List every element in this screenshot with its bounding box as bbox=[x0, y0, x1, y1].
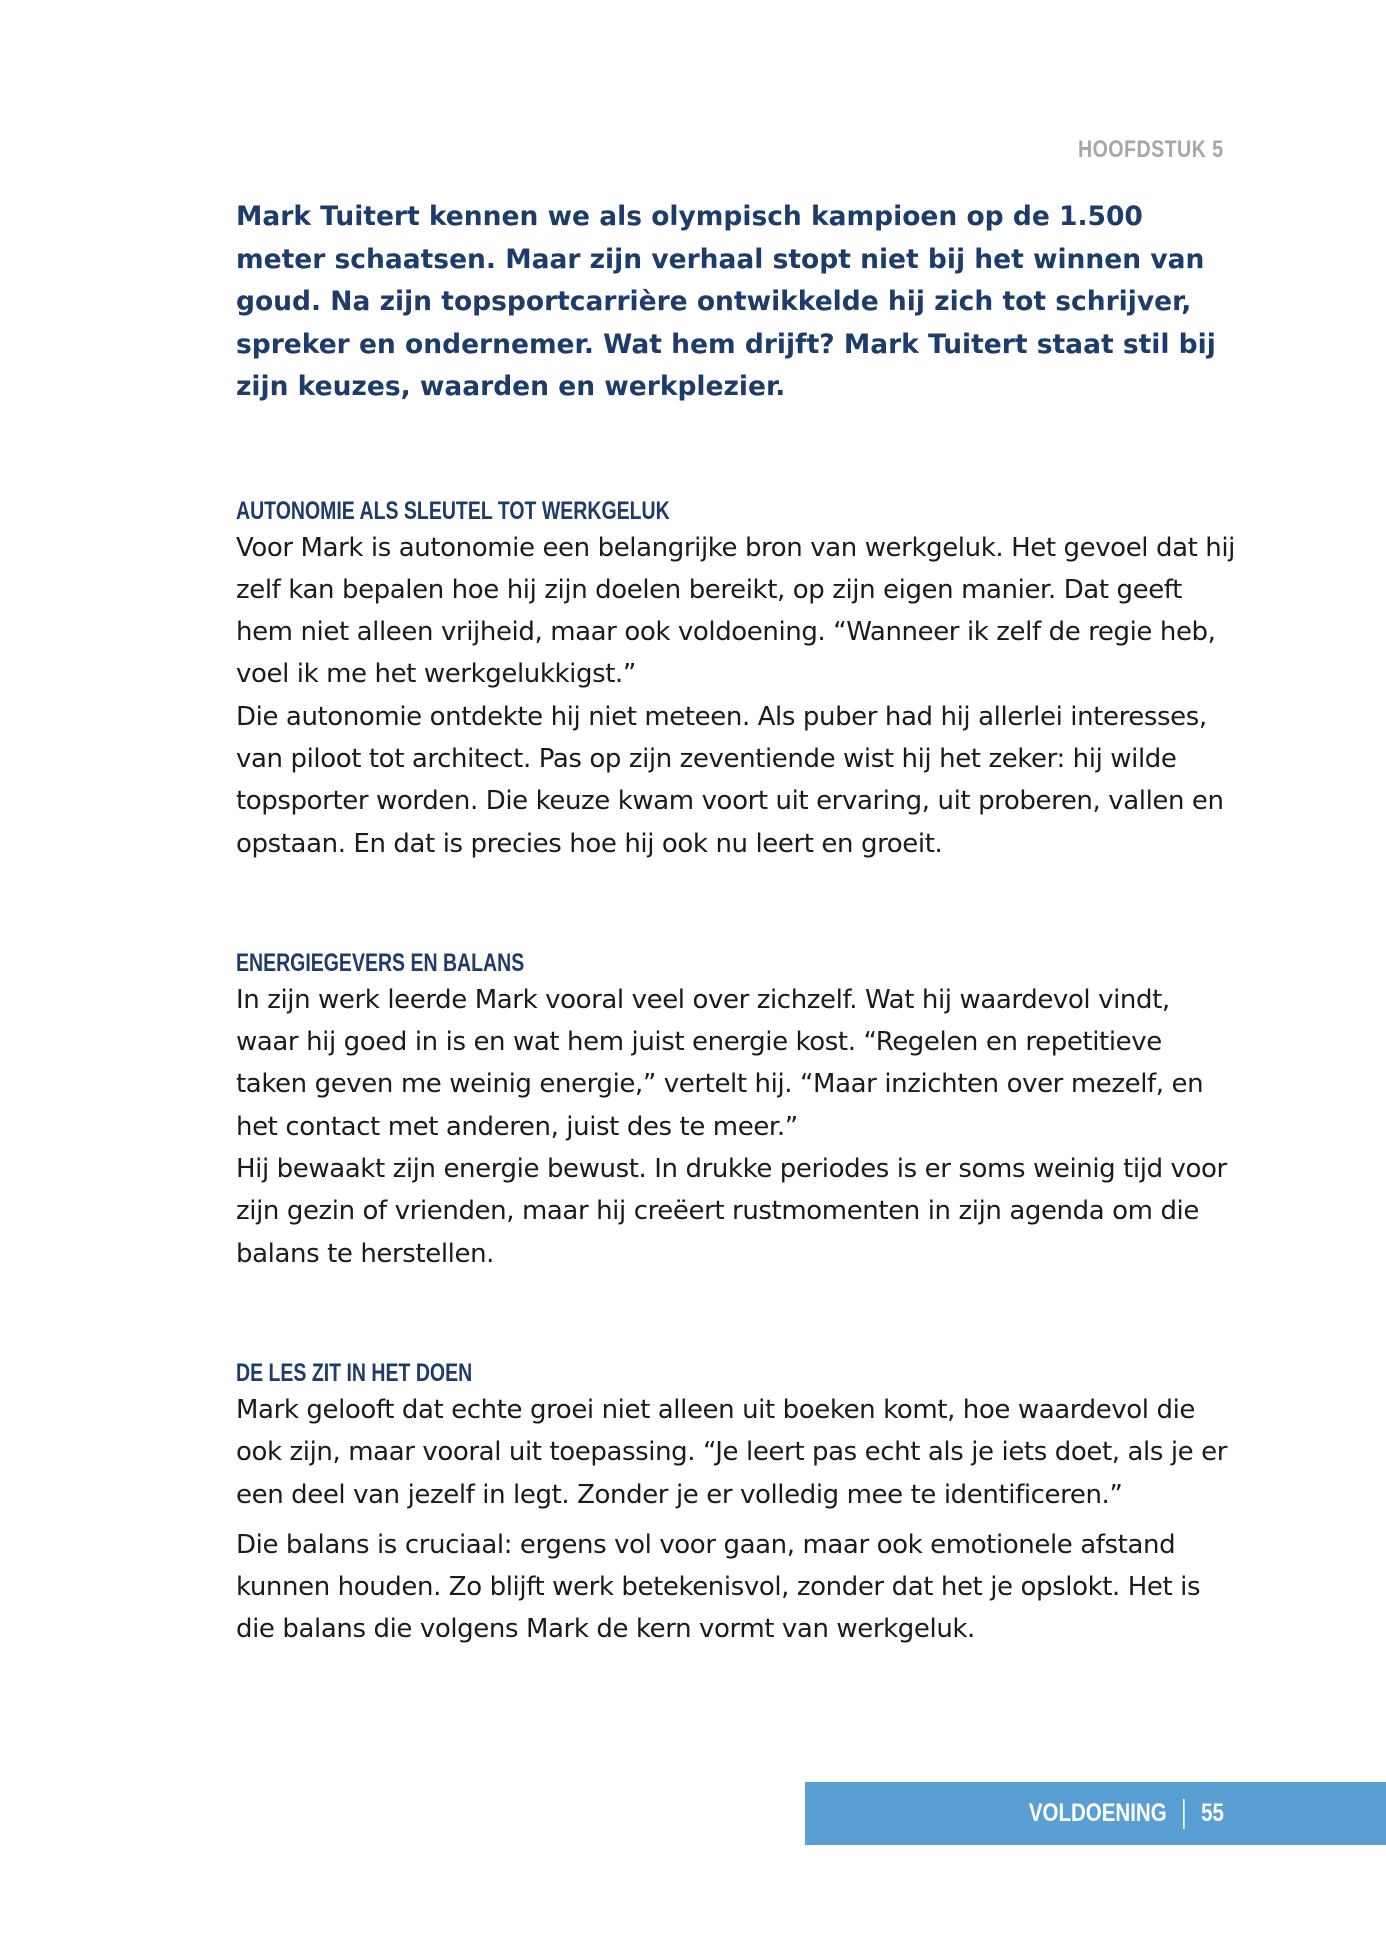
body-paragraph: Die autonomie ontdekte hij niet meteen. Als puber had hij allerlei interesses, van piloot tot architect. Pas op zijn zeventiende wist hij het zeker: hij wilde topsporter worden. Die keuze kwam voort uit ervaring, uit proberen, vallen en opstaan. En dat is precies hoe hij ook nu leert en groeit. bbox=[236, 701, 1224, 859]
section-heading: ENERGIEGEVERS EN BALANS bbox=[236, 948, 525, 977]
section-heading: DE LES ZIT IN HET DOEN bbox=[236, 1358, 473, 1387]
footer bbox=[1029, 1782, 1224, 1845]
intro-paragraph: Mark Tuitert kennen we als olympisch kampioen op de 1.500 meter schaatsen. Maar zijn verhaal stopt niet bij het winnen van goud. Na zijn topsportcarrière ontwikkelde hij zich tot schrijver, spreker en ondernemer. Wat hem drijft? Mark Tuitert staat stil bij zijn keuzes, waarden en werkplezier. bbox=[236, 201, 1216, 402]
body-paragraph: In zijn werk leerde Mark vooral veel over zichzelf. Wat hij waardevol vindt, waar hij goed in is en wat hem juist energie kost. “Regelen en repetitieve taken geven me weinig energie,” vertelt hij. “Maar inzichten over mezelf, en het contact met anderen, juist des te meer.” bbox=[236, 984, 1204, 1142]
footer-divider bbox=[1183, 1799, 1185, 1829]
footer-section-label: VOLDOENING bbox=[1028, 1799, 1167, 1827]
body-paragraph: Mark gelooft dat echte groei niet alleen uit boeken komt, hoe waardevol die ook zijn, maar vooral uit toepassing. “Je leert pas echt als je iets doet, als je er een deel van jezelf in legt. Zonder je er volledig mee te identificeren.” bbox=[236, 1394, 1228, 1510]
page-content bbox=[236, 196, 1236, 1651]
section-heading: AUTONOMIE ALS SLEUTEL TOT WERKGELUK bbox=[236, 496, 670, 525]
section-energiegevers bbox=[236, 947, 1236, 1275]
section-autonomie bbox=[236, 495, 1236, 865]
body-paragraph: Die balans is cruciaal: ergens vol voor gaan, maar ook emotionele afstand kunnen houden. Zo blijft werk betekenisvol, zonder dat het je opslokt. Het is die balans die volgens Mark de kern vormt van werkgeluk. bbox=[236, 1529, 1201, 1645]
page-number: 55 bbox=[1201, 1799, 1224, 1827]
body-paragraph: Hij bewaakt zijn energie bewust. In drukke periodes is er soms weinig tijd voor zijn gezin of vrienden, maar hij creëert rustmomenten in zijn agenda om die balans te herstellen. bbox=[236, 1154, 1227, 1269]
section-de-les bbox=[236, 1357, 1236, 1651]
body-paragraph: Voor Mark is autonomie een belangrijke bron van werkgeluk. Het gevoel dat hij zelf kan bepalen hoe hij zijn doelen bereikt, op zijn eigen manier. Dat geeft hem niet alleen vrijheid, maar ook voldoening. “Wanneer ik zelf de regie heb, voel ik me het werkgelukkigst.” bbox=[236, 532, 1235, 690]
chapter-label: HOOFDSTUK 5 bbox=[1078, 136, 1224, 163]
